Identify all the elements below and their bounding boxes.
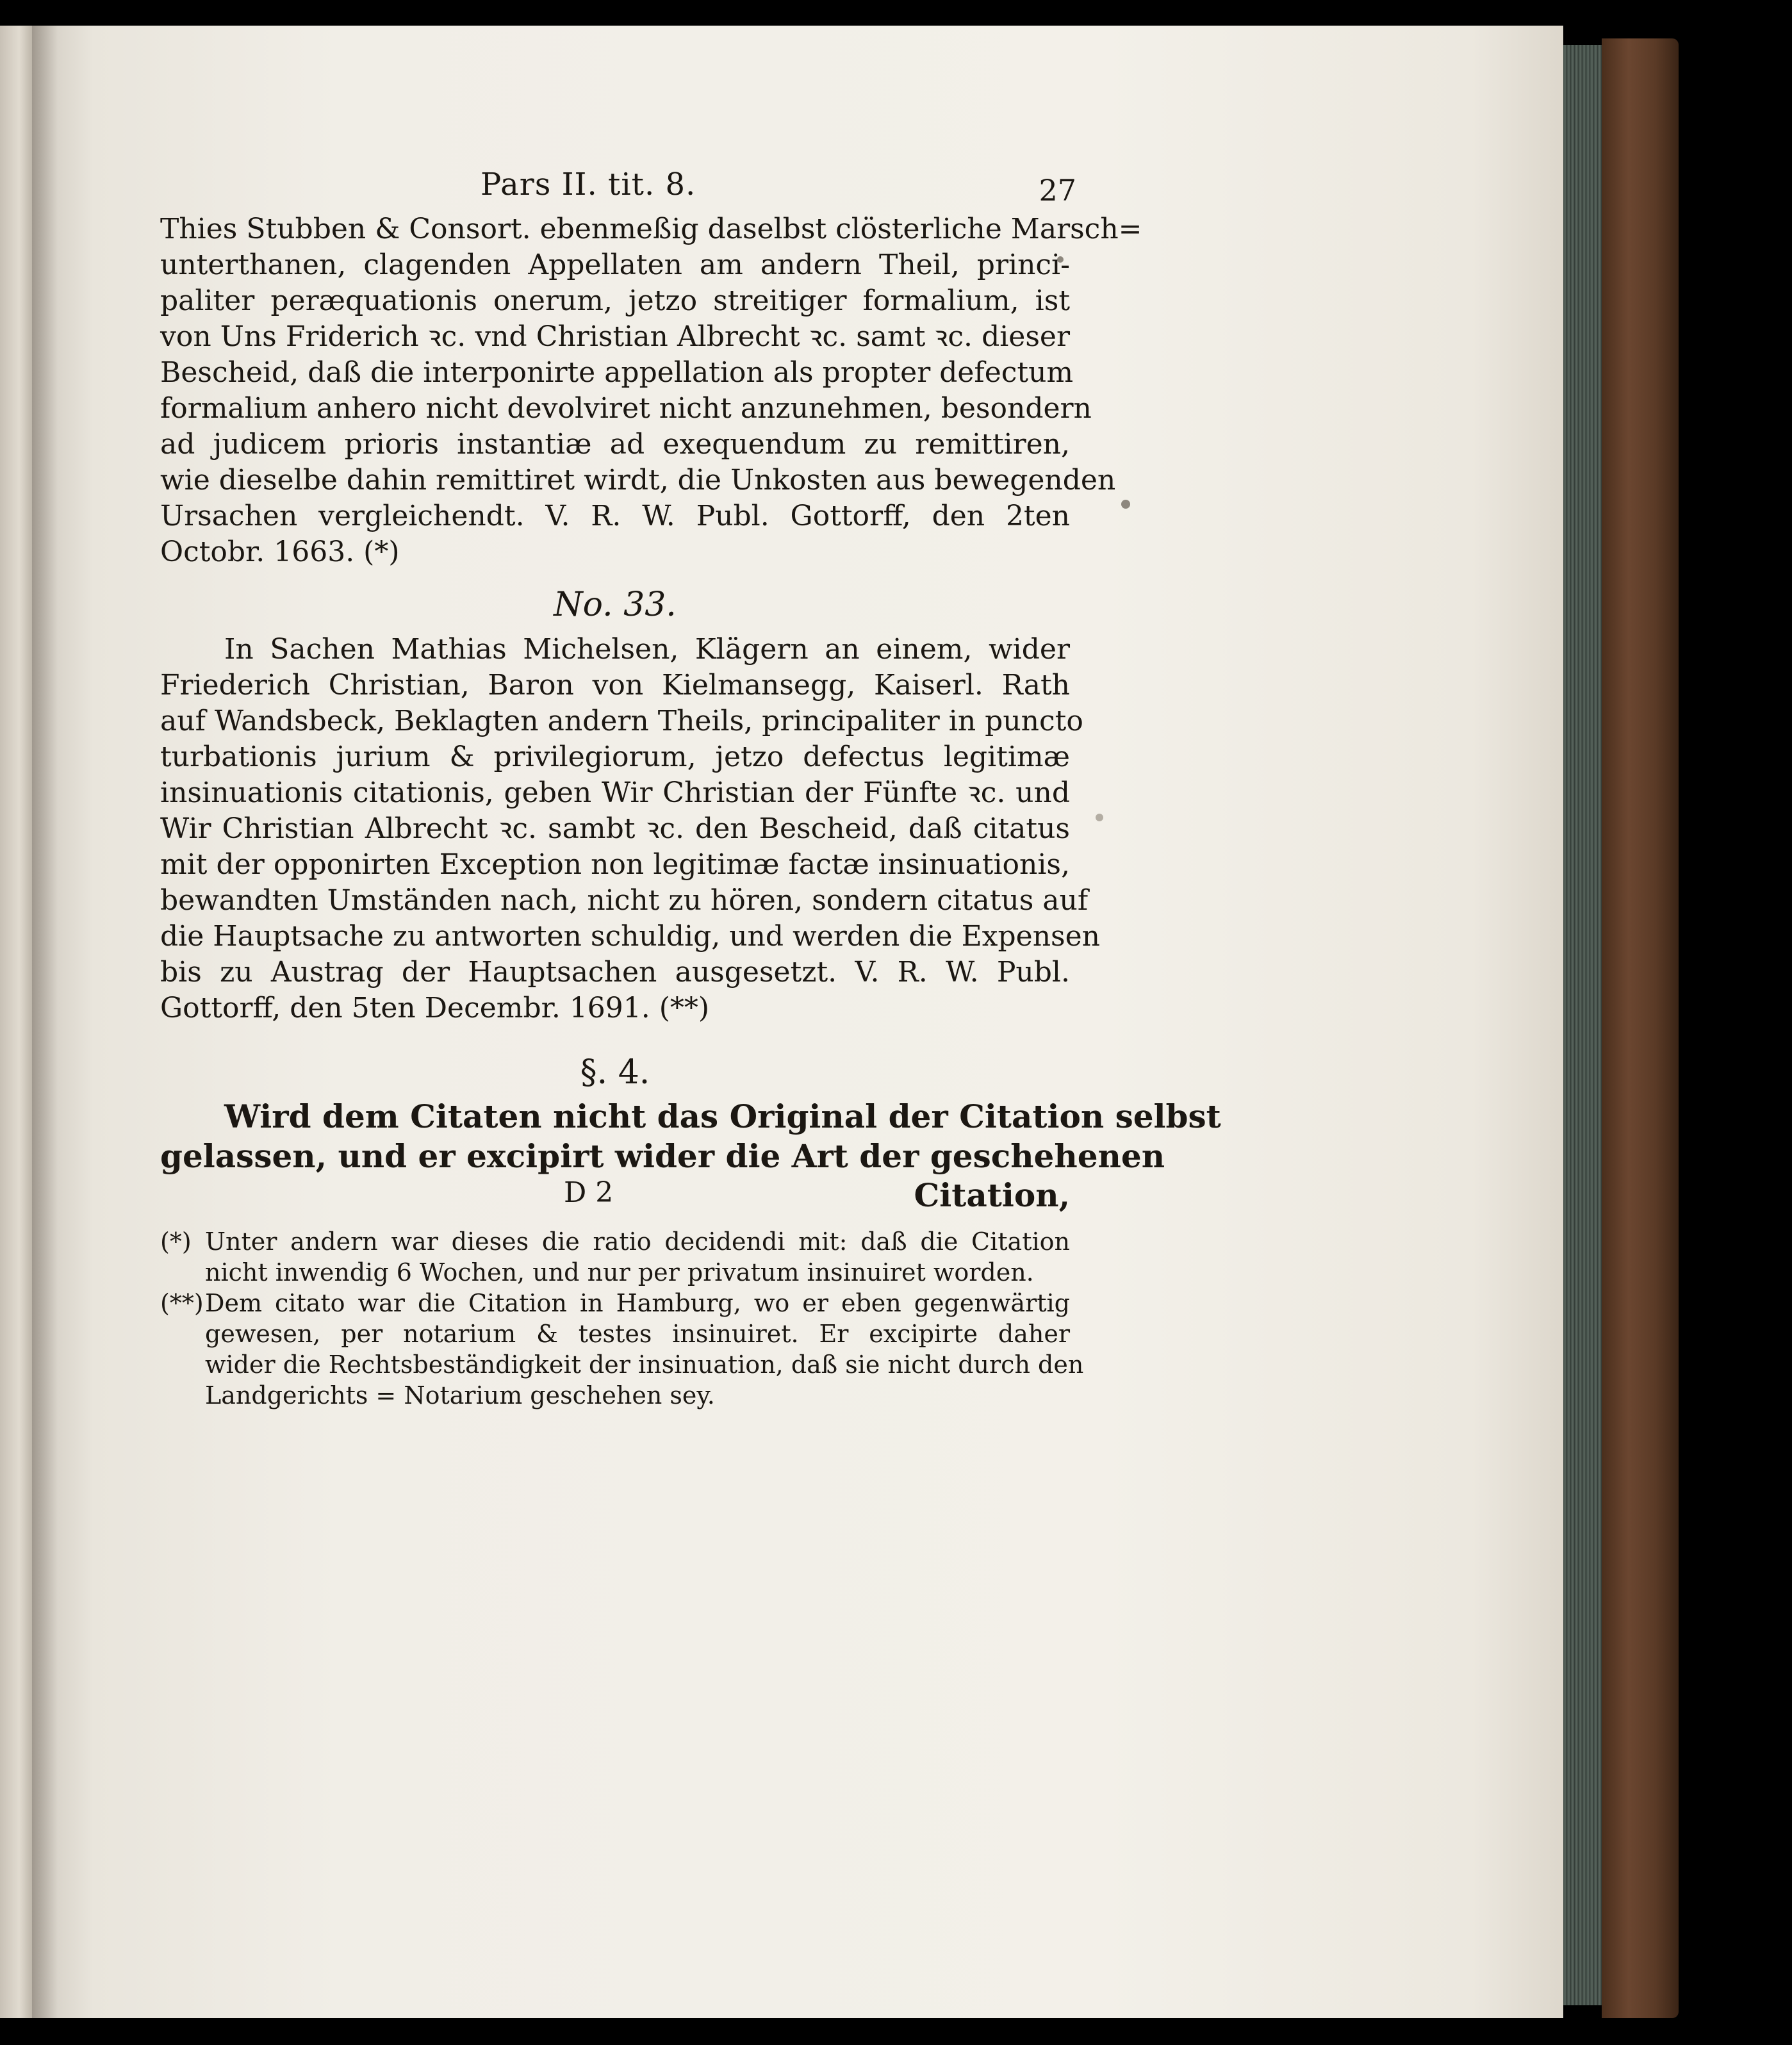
text-line: insinuationis citationis, geben Wir Christian der Fünfte ꝛc. und	[160, 776, 1070, 809]
footnote-line: Landgerichts = Notarium geschehen sey.	[205, 1381, 715, 1409]
signature-line	[160, 1176, 1070, 1216]
text-line: die Hauptsache zu antworten schuldig, und werden die Expensen	[160, 920, 1100, 953]
book-page	[32, 26, 1563, 2018]
text-line: Octobr. 1663. (*)	[160, 536, 400, 568]
text-line: Thies Stubben & Consort. ebenmeßig daselbst clösterliche Marsch=	[160, 213, 1142, 245]
footnote-line: gewesen, per notarium & testes insinuiret. Er excipirte daher	[205, 1320, 1070, 1348]
paper-speck	[1121, 500, 1130, 509]
text-line: Ursachen vergleichendt. V. R. W. Publ. Gottorff, den 2ten	[160, 500, 1070, 532]
paragraph-case-33	[160, 632, 1100, 1026]
text-line: bis zu Austrag der Hauptsachen ausgesetzt. V. R. W. Publ.	[160, 956, 1070, 989]
text-line: Gottorff, den 5ten Decembr. 1691. (**)	[160, 992, 710, 1024]
text-line: formalium anhero nicht devolviret nicht anzunehmen, besondern	[160, 392, 1092, 425]
footnote-mark: (*)	[160, 1228, 192, 1256]
paragraph-decision-1663	[160, 211, 1142, 570]
footnote-1	[160, 1226, 1070, 1288]
text-line: von Uns Friderich ꝛc. vnd Christian Albrecht ꝛc. samt ꝛc. dieser	[160, 320, 1070, 353]
footnotes	[160, 1226, 1084, 1411]
footnote-2	[160, 1288, 1084, 1411]
running-head	[160, 154, 1076, 211]
text-line: wie dieselbe dahin remittiret wirdt, die Unkosten aus bewegenden	[160, 464, 1116, 497]
text-line: auf Wandsbeck, Beklagten andern Theils, principaliter in puncto	[160, 705, 1083, 737]
text-line: Friederich Christian, Baron von Kielmansegg, Kaiserl. Rath	[160, 669, 1070, 702]
text-line: turbationis jurium & privilegiorum, jetzo defectus legitimæ	[160, 741, 1070, 773]
running-title: Pars II. tit. 8.	[481, 167, 696, 202]
text-line: mit der opponirten Exception non legitimæ factæ insinuationis,	[160, 848, 1070, 881]
footnote-line: wider die Rechtsbeständigkeit der insinuation, daß sie nicht durch den	[205, 1351, 1084, 1379]
page-number: 27	[1039, 173, 1076, 208]
text-line: gelassen, und er excipirt wider die Art der geschehenen	[160, 1137, 1165, 1175]
text-line: bewandten Umständen nach, nicht zu hören, sondern citatus auf	[160, 884, 1089, 917]
gutter-shadow	[32, 26, 58, 2018]
catchword: Citation,	[914, 1176, 1070, 1214]
footnote-line: nicht inwendig 6 Wochen, und nur per privatum insinuiret worden.	[205, 1258, 1034, 1286]
footnote-line: Dem citato war die Citation in Hamburg, wo er eben gegenwärtig	[205, 1289, 1070, 1317]
text-line: Wird dem Citaten nicht das Original der Citation selbst	[224, 1097, 1221, 1135]
text-line: Bescheid, daß die interponirte appellation als propter defectum	[160, 356, 1074, 389]
page-stack-edge	[1563, 45, 1602, 2005]
text-line: paliter peræquationis onerum, jetzo streitiger formalium, ist	[160, 284, 1070, 317]
footnote-mark: (**)	[160, 1289, 204, 1317]
paper-speck	[1096, 814, 1103, 821]
case-number-heading: No. 33.	[554, 586, 677, 624]
previous-page-edge	[0, 26, 32, 2018]
section-paragraph-heading: §. 4.	[580, 1053, 650, 1092]
paragraph-section-4	[160, 1097, 1221, 1176]
footnote-line: Unter andern war dieses die ratio decidendi mit: daß die Citation	[205, 1228, 1070, 1256]
page-text	[160, 154, 1221, 1411]
text-line: ad judicem prioris instantiæ ad exequendum zu remittiren,	[160, 428, 1070, 461]
text-line: In Sachen Mathias Michelsen, Klägern an einem, wider	[224, 633, 1070, 666]
book-cover	[1602, 38, 1679, 2018]
text-line: unterthanen, clagenden Appellaten am andern Theil, princi-	[160, 249, 1070, 281]
text-line: Wir Christian Albrecht ꝛc. sambt ꝛc. den Bescheid, daß citatus	[160, 812, 1070, 845]
signature-mark: D 2	[564, 1176, 614, 1209]
